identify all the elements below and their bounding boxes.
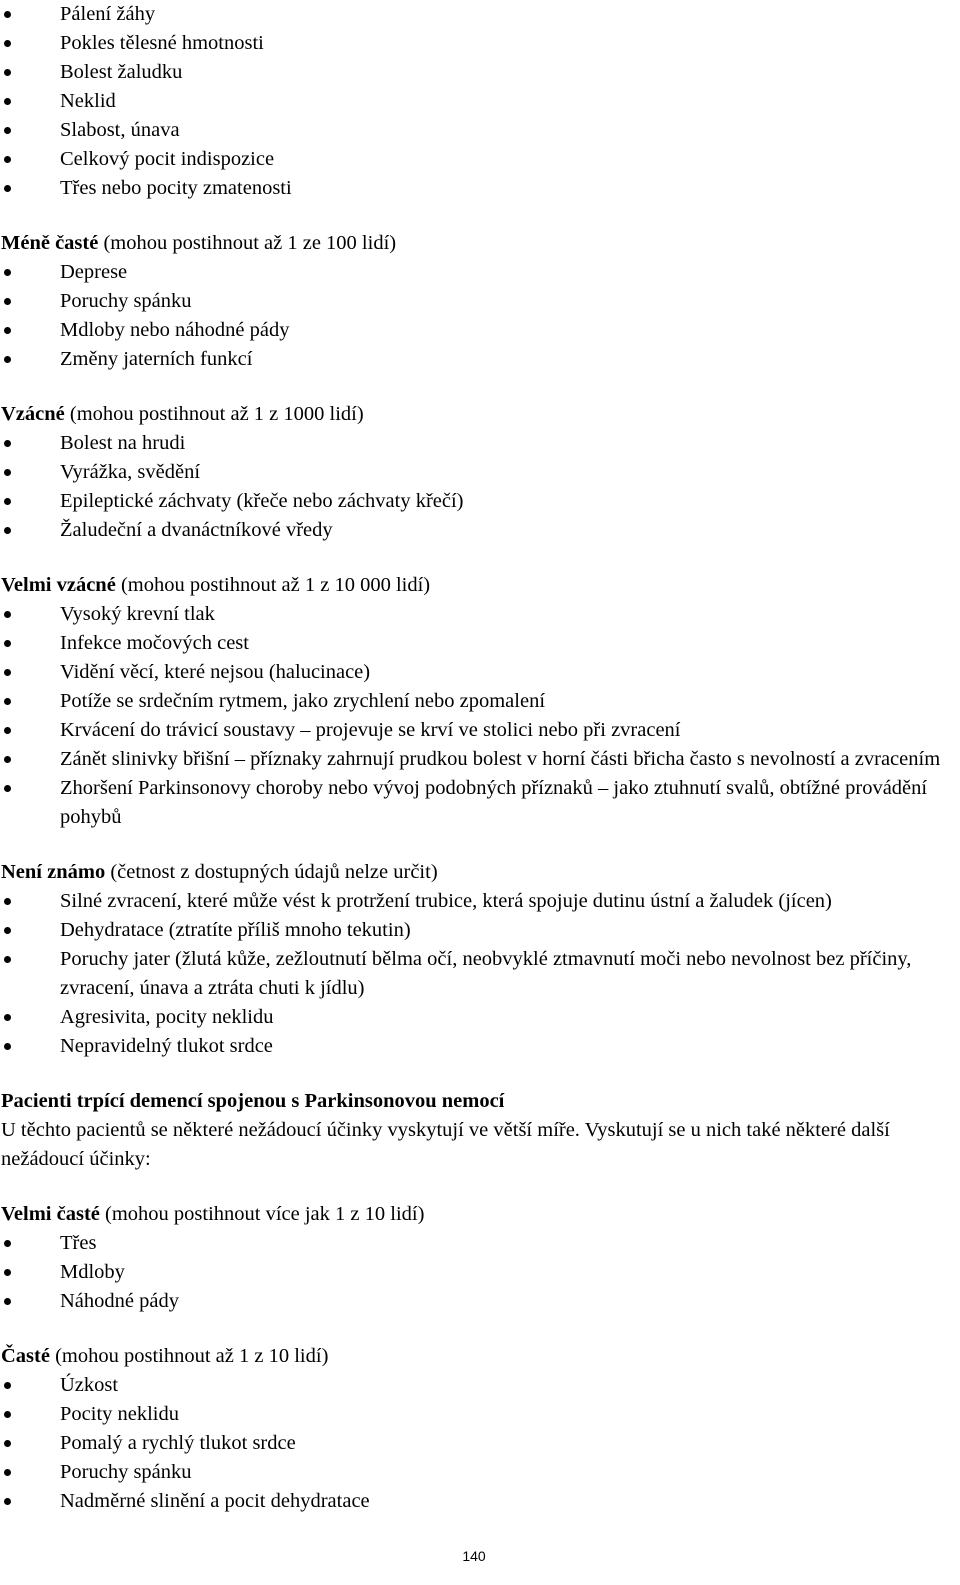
list-item: Nadměrné slinění a pocit dehydratace bbox=[0, 1487, 960, 1516]
dementia-heading: Pacienti trpící demencí spojenou s Parkinsonovou nemocí bbox=[1, 1090, 505, 1112]
list-item: Poruchy jater (žlutá kůže, zežloutnutí bělma očí, neobvyklé ztmavnutí moči nebo nevolnost bez příčiny, zvracení, únava a ztráta chuti k jídlu) bbox=[0, 945, 960, 1003]
intro-list bbox=[0, 0, 960, 203]
page-number: 140 bbox=[462, 1548, 486, 1564]
list-item: Mdloby bbox=[0, 1258, 960, 1287]
section-heading-rare: Vzácné (mohou postihnout až 1 z 1000 lidí) bbox=[1, 403, 364, 425]
list-item: Epileptické záchvaty (křeče nebo záchvaty křečí) bbox=[0, 487, 960, 516]
very-common-list bbox=[0, 1229, 960, 1316]
list-item: Neklid bbox=[0, 87, 960, 116]
very-rare-list bbox=[0, 600, 960, 832]
common-list bbox=[0, 1371, 960, 1516]
list-item: Třes bbox=[0, 1229, 960, 1258]
section-heading-unknown: Není známo (četnost z dostupných údajů nelze určit) bbox=[1, 861, 438, 883]
list-item: Úzkost bbox=[0, 1371, 960, 1400]
list-item: Potíže se srdečním rytmem, jako zrychlení nebo zpomalení bbox=[0, 687, 960, 716]
list-item: Agresivita, pocity neklidu bbox=[0, 1003, 960, 1032]
list-item: Vyrážka, svědění bbox=[0, 458, 960, 487]
list-item: Nepravidelný tlukot srdce bbox=[0, 1032, 960, 1061]
section-heading-common: Časté (mohou postihnout až 1 z 10 lidí) bbox=[1, 1345, 329, 1367]
list-item: Mdloby nebo náhodné pády bbox=[0, 316, 960, 345]
list-item: Krvácení do trávicí soustavy – projevuje se krví ve stolici nebo při zvracení bbox=[0, 716, 960, 745]
list-item: Pálení žáhy bbox=[0, 0, 960, 29]
section-heading-uncommon: Méně časté (mohou postihnout až 1 ze 100 lidí) bbox=[1, 232, 397, 254]
list-item: Vidění věcí, které nejsou (halucinace) bbox=[0, 658, 960, 687]
list-item: Vysoký krevní tlak bbox=[0, 600, 960, 629]
list-item: Třes nebo pocity zmatenosti bbox=[0, 174, 960, 203]
list-item: Bolest na hrudi bbox=[0, 429, 960, 458]
list-item: Pocity neklidu bbox=[0, 1400, 960, 1429]
uncommon-list bbox=[0, 258, 960, 374]
list-item: Bolest žaludku bbox=[0, 58, 960, 87]
list-item: Celkový pocit indispozice bbox=[0, 145, 960, 174]
list-item: Infekce močových cest bbox=[0, 629, 960, 658]
list-item: Změny jaterních funkcí bbox=[0, 345, 960, 374]
list-item: Dehydratace (ztratíte příliš mnoho tekutin) bbox=[0, 916, 960, 945]
list-item: Žaludeční a dvanáctníkové vředy bbox=[0, 516, 960, 545]
list-item: Náhodné pády bbox=[0, 1287, 960, 1316]
list-item: Deprese bbox=[0, 258, 960, 287]
list-item: Pomalý a rychlý tlukot srdce bbox=[0, 1429, 960, 1458]
dementia-paragraph: U těchto pacientů se některé nežádoucí účinky vyskytují ve větší míře. Vyskutují se u nich také některé další nežádoucí účinky: bbox=[1, 1119, 890, 1170]
list-item: Poruchy spánku bbox=[0, 287, 960, 316]
list-item: Pokles tělesné hmotnosti bbox=[0, 29, 960, 58]
section-heading-very-common: Velmi časté (mohou postihnout více jak 1 z 10 lidí) bbox=[1, 1203, 425, 1225]
list-item: Slabost, únava bbox=[0, 116, 960, 145]
list-item: Poruchy spánku bbox=[0, 1458, 960, 1487]
list-item: Zánět slinivky břišní – příznaky zahrnují prudkou bolest v horní části břicha často s nevolností a zvracením bbox=[0, 745, 960, 774]
unknown-list bbox=[0, 887, 960, 1061]
list-item: Silné zvracení, které může vést k protržení trubice, která spojuje dutinu ústní a žaludek (jícen) bbox=[0, 887, 960, 916]
section-heading-very-rare: Velmi vzácné (mohou postihnout až 1 z 10 000 lidí) bbox=[1, 574, 431, 596]
list-item: Zhoršení Parkinsonovy choroby nebo vývoj podobných příznaků – jako ztuhnutí svalů, obtížné provádění pohybů bbox=[0, 774, 960, 832]
rare-list bbox=[0, 429, 960, 545]
